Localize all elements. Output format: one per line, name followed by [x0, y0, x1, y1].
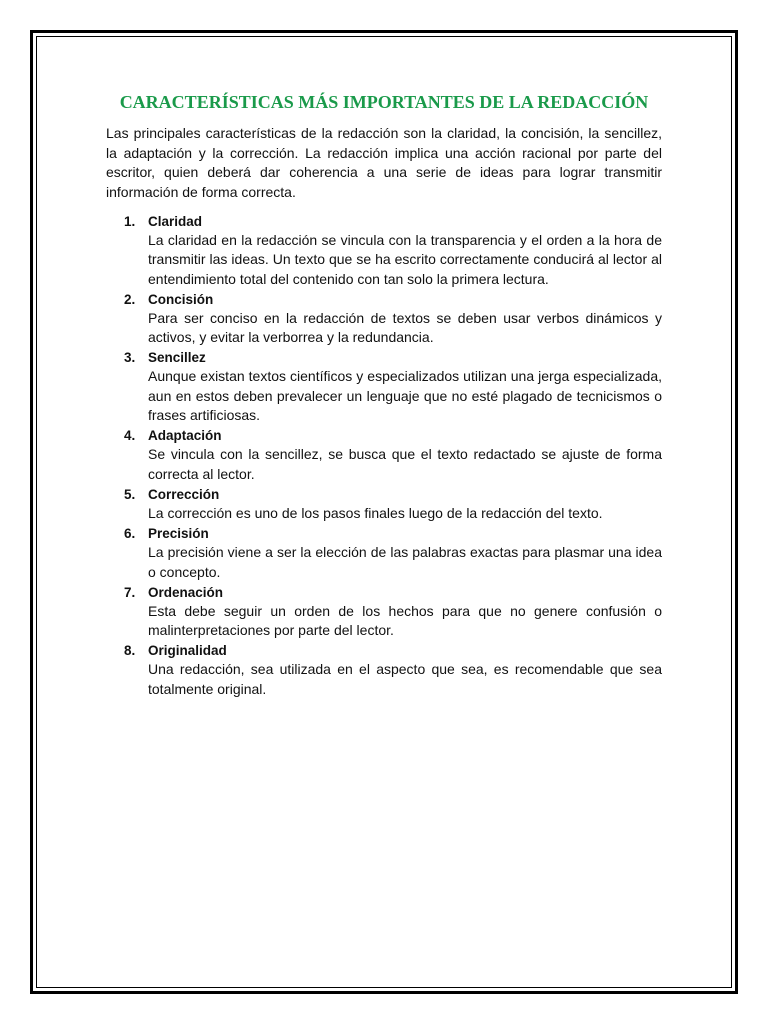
list-item-number: 8. [124, 643, 136, 659]
list-item [106, 426, 662, 484]
list-item [106, 212, 662, 289]
list-item-number: 5. [124, 486, 136, 502]
list-item-text: La precisión viene a ser la elección de las palabras exactas para plasmar una idea o concepto. [148, 544, 662, 580]
intro-paragraph: Las principales características de la redacción son la claridad, la concisión, la sencillez, la adaptación y la corrección. La redacción implica una acción racional por parte del escritor, quien deberá dar coherencia a una serie de ideas para lograr transmitir información de forma correcta. [106, 125, 662, 200]
list-item-heading: Concisión [148, 291, 214, 307]
characteristics-list [106, 212, 662, 699]
list-item-heading: Sencillez [148, 350, 206, 366]
list-item-number: 4. [124, 428, 136, 444]
list-item-number: 2. [124, 291, 136, 307]
list-item-heading: Precisión [148, 526, 209, 542]
document-title: CARACTERÍSTICAS MÁS IMPORTANTES DE LA REDACCIÓN [119, 92, 649, 112]
document-content [106, 90, 662, 700]
list-item [106, 485, 662, 523]
list-item-number: 6. [124, 526, 136, 542]
list-item-heading: Adaptación [148, 428, 222, 444]
list-item-heading: Ordenación [148, 584, 224, 600]
list-item [106, 641, 662, 699]
list-item-text: Una redacción, sea utilizada en el aspecto que sea, es recomendable que sea totalmente original. [148, 661, 662, 697]
list-item-number: 7. [124, 584, 136, 600]
list-item [106, 583, 662, 641]
list-item-number: 1. [124, 214, 136, 229]
list-item-text: La claridad en la redacción se vincula con la transparencia y el orden a la hora de transmitir las ideas. Un texto que se ha escrito correctamente conducirá al lector al entendimiento total del contenido con tan solo la primera lectura. [148, 232, 662, 287]
list-item-text: Aunque existan textos científicos y especializados utilizan una jerga especializada, aun en estos deben prevalecer un lenguaje que no esté plagado de tecnicismos o frases artificiosas. [148, 368, 662, 424]
list-item [106, 290, 662, 348]
list-item [106, 524, 662, 582]
list-item-text: La corrección es uno de los pasos finales luego de la redacción del texto. [148, 504, 603, 521]
list-item-text: Para ser conciso en la redacción de textos se deben usar verbos dinámicos y activos, y evitar la verborrea y la redundancia. [148, 309, 662, 346]
list-item-text: Se vincula con la sencillez, se busca que el texto redactado se ajuste de forma correcta al lector. [148, 446, 662, 482]
list-item-number: 3. [124, 350, 136, 366]
list-item-heading: Originalidad [148, 643, 227, 659]
list-item-heading: Claridad [148, 214, 203, 229]
list-item-heading: Corrección [148, 486, 220, 502]
list-item [106, 348, 662, 425]
list-item-text: Esta debe seguir un orden de los hechos para que no genere confusión o malinterpretaciones por parte del lector. [148, 602, 662, 639]
